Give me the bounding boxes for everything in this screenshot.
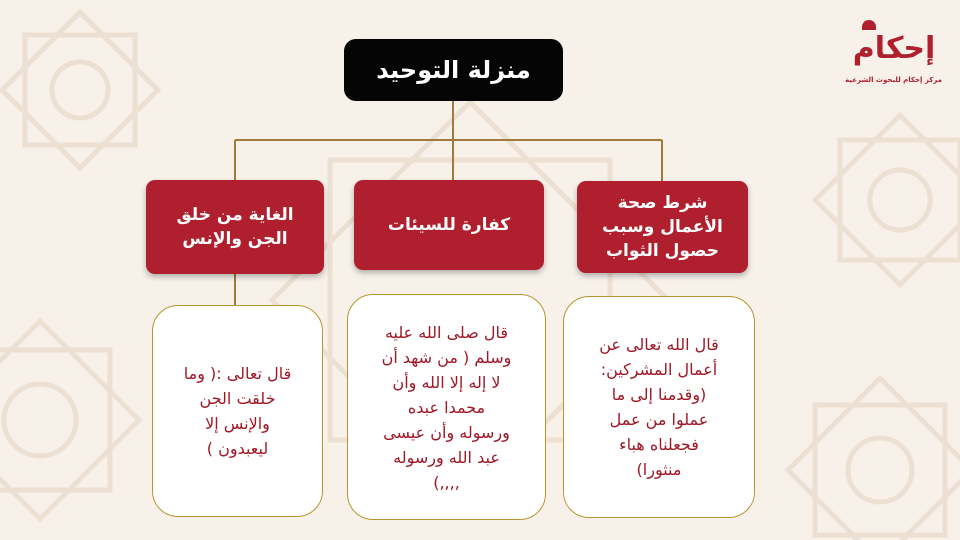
branch-heading-center: كفارة للسيئات [354,180,544,270]
logo-subtitle: مركز إحكام للبحوث الشرعية [845,76,942,84]
evidence-card-center: قال صلى الله عليه وسلم ( من شهد أن لا إله إلا الله وأن محمدا عبده ورسوله وأن عيسى عبد الله ورسوله ,,,,) [347,294,546,520]
evidence-card-right: قال الله تعالى عن أعمال المشركين: (وقدمنا إلى ما عملوا من عمل فجعلناه هباء منثورا) [563,296,755,518]
branch-heading-right: شرط صحة الأعمال وسبب حصول الثواب [577,181,748,273]
logo [846,20,942,96]
evidence-card-left: قال تعالى :( وما خلقت الجن والإنس إلا ليعبدون ) [152,305,323,517]
diagram-title: منزلة التوحيد [344,39,563,101]
logo-name: إحكام [852,30,936,66]
branch-heading-left: الغاية من خلق الجن والإنس [146,180,324,274]
